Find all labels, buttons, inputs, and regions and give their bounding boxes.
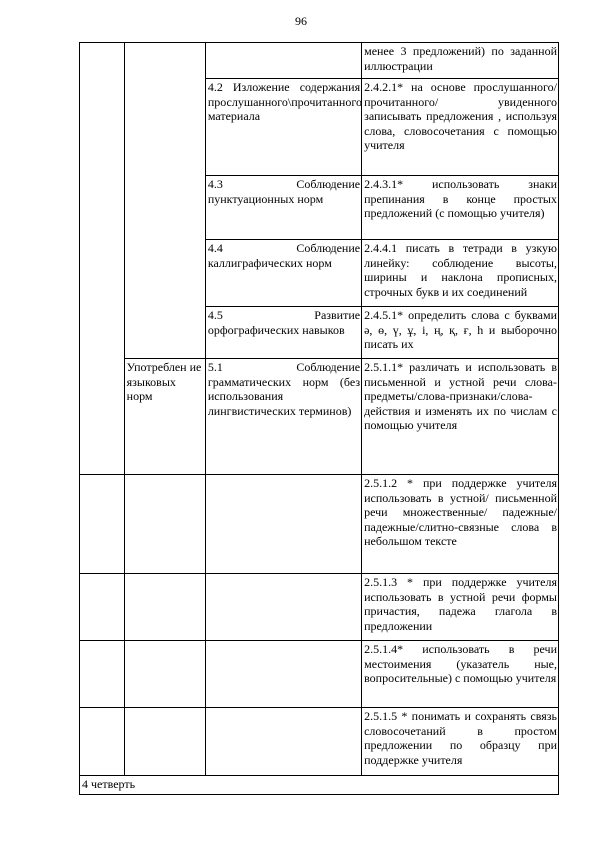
skill-area-cell (124, 43, 205, 359)
section-cell (80, 574, 125, 641)
subskill-cell (205, 574, 361, 641)
objective-cell: 2.5.1.1* различать и использовать в письменной и устной речи слова-предметы/слова-признаки/слова-действия и изменять их по числам с помощью учителя (362, 359, 559, 475)
objective-cell: 2.5.1.5 * понимать и сохранять связь словосочетаний в простом предложении по образцу при поддержке учителя (362, 708, 559, 776)
skill-area-cell (124, 475, 205, 574)
section-cell (80, 43, 125, 475)
subskill-cell (205, 475, 361, 574)
objective-cell: 2.4.4.1 писать в тетради в узкую линейку: соблюдение высоты, ширины и наклона прописных, строчных букв и их соединений (362, 240, 559, 307)
table-row (80, 708, 559, 776)
objective-cell: 2.4.2.1* на основе прослушанного/ прочитанного/ увиденного записывать предложения , используя слова, словосочетания с помощью учителя (362, 79, 559, 176)
subskill-cell (205, 641, 361, 708)
quarter-row (80, 776, 559, 795)
subskill-cell: 4.3 Соблюдение пунктуационных норм (205, 176, 361, 240)
skill-area-cell (124, 574, 205, 641)
subskill-cell: 4.2 Изложение содержания прослушанного\прочитанного материала (205, 79, 361, 176)
section-cell (80, 708, 125, 776)
objective-cell: 2.4.5.1* определить слова с буквами ә, ө, ү, ұ, і, ң, қ, ғ, һ и выборочно писать их (362, 307, 559, 359)
objective-cell: менее 3 предложений) по заданной иллюстрации (362, 43, 559, 79)
curriculum-table (79, 42, 559, 795)
section-cell (80, 641, 125, 708)
subskill-cell (205, 43, 361, 79)
skill-area-cell (124, 708, 205, 776)
skill-area-cell: Употреблен ие языковых норм (124, 359, 205, 475)
skill-area-cell (124, 641, 205, 708)
page-number: 96 (295, 14, 307, 28)
table-row (80, 43, 559, 79)
table-row (80, 574, 559, 641)
table-row (80, 475, 559, 574)
objective-cell: 2.4.3.1* использовать знаки препинания в конце простых предложений (с помощью учителя) (362, 176, 559, 240)
subskill-cell (205, 708, 361, 776)
table-row (80, 641, 559, 708)
subskill-cell: 4.5 Развитие орфографических навыков (205, 307, 361, 359)
objective-cell: 2.5.1.2 * при поддержке учителя использовать в устной/ письменной речи множественные/ падежные/ падежные/слитно-связные слова в небольшом тексте (362, 475, 559, 574)
quarter-heading: 4 четверть (80, 776, 559, 795)
subskill-cell: 4.4 Соблюдение каллиграфических норм (205, 240, 361, 307)
objective-cell: 2.5.1.4* использовать в речи местоимения (указатель ные, вопросительные) с помощью учителя (362, 641, 559, 708)
objective-cell: 2.5.1.3 * при поддержке учителя использовать в устной речи формы причастия, падежа глагола в предложении (362, 574, 559, 641)
subskill-cell: 5.1 Соблюдение грамматических норм (без использования лингвистических терминов) (205, 359, 361, 475)
section-cell (80, 475, 125, 574)
table-row (80, 359, 559, 475)
